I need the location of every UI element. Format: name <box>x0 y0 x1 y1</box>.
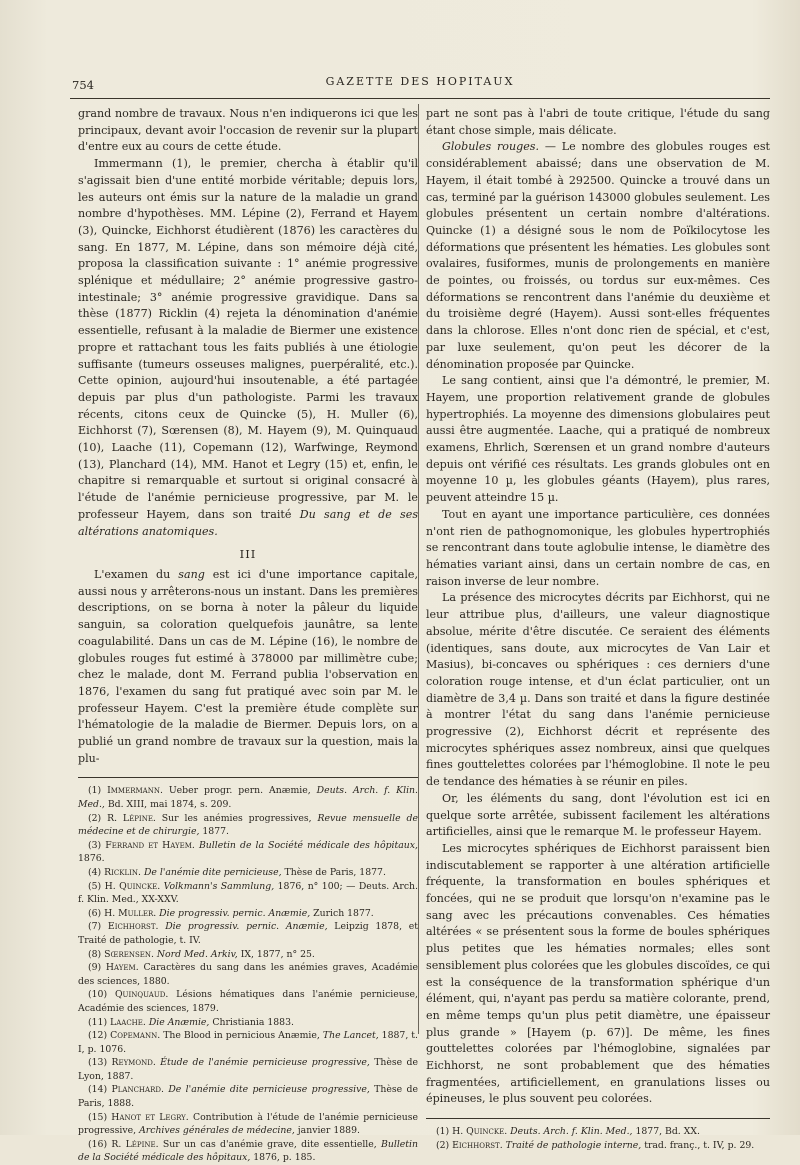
footnote-rest: Leipzig 1878, et Traité de pathologie, t. IV. <box>78 921 419 946</box>
footnote <box>78 948 418 962</box>
footnote-source: Die Anæmie, <box>148 1016 213 1028</box>
footnote-rest: 1877, Bd. XX. <box>635 1126 700 1138</box>
footnote-rest: Thèse de Paris, 1888. <box>78 1084 418 1110</box>
section-heading: III <box>239 547 257 562</box>
hayem-treatise-title: Du sang et de ses altérations anatomiques. <box>78 507 419 538</box>
footnote-author: (10) Quinquaud. <box>88 989 177 1001</box>
footnote-text: Contribution à l'étude de l'anémie pernicieuse progressive, <box>78 1111 418 1137</box>
footnote-author: (15) Hanot et Legry. <box>88 1111 193 1123</box>
left-blood-text-b: est ici d'une importance capitale, aussi nous y arrêterons-nous un instant. Dans les premières descriptions, on se borna à noter la pâleur du liquide sanguin, sa coloration quelquefois jaunâtre, sa lente coagulabilité. Dans un cas de M. Lépine (16), le nombre de globules rouges fut estimé à 378000 par millimètre cube; chez le malade, dont M. Ferrand publia l'observation en 1876, l'examen du sang fut pratiqué avec soin par M. le professeur Hayem. C'est la première étude complète sur l'hématologie de la maladie de Biermer. Depuis lors, on a publié un grand nombre de travaux sur la question, mais la plu- <box>78 567 419 765</box>
footnote-author: (11) Laache. <box>88 1016 149 1028</box>
footnote-source: Étude de l'anémie pernicieuse progressive, <box>160 1057 375 1069</box>
footnote <box>78 812 418 839</box>
footnote-rest: Christiania 1883. <box>212 1016 294 1028</box>
footnote-author: (6) H. Muller. <box>88 907 160 919</box>
footnote <box>426 1125 770 1139</box>
footnote <box>78 920 418 947</box>
footnote-rest: IX, 1877, n° 25. <box>240 948 315 960</box>
footnote <box>426 1139 770 1153</box>
footnote-text: Sur un cas d'anémie grave, dite essentielle, <box>162 1138 382 1150</box>
footnote <box>78 1138 418 1165</box>
footnote <box>78 866 418 880</box>
footnote-source: The Lancet, <box>322 1030 382 1042</box>
footnote-rest: 1887, t. I, p. 1076. <box>78 1030 418 1055</box>
hypertrophy-paragraph: Le sang contient, ainsi que l'a démontré, le premier, M. Hayem, une proportion relativement grande de globules hypertrophiés. La moyenne des dimensions globulaires peut aussi être augmentée. Laache, qui a pratiqué de nombreux examens, Ehrlich, Sœrensen et un grand nombre d'auteurs depuis ont vérifié ces résultats. Les grands globules ont en moyenne 10 µ, les globules géants (Hayem), plus rares, peuvent atteindre 15 µ. <box>426 374 770 505</box>
left-column <box>78 106 418 1165</box>
left-blood-emphasis: sang <box>178 567 205 581</box>
footnote <box>78 988 418 1015</box>
footnote-source: De l'anémie dite pernicieuse progressive, <box>168 1084 375 1096</box>
footnote-author: (1) H. Quincke. <box>436 1126 511 1138</box>
footnote <box>78 784 418 811</box>
footnote-author: (9) Hayem. <box>88 962 144 974</box>
left-history-paragraph <box>78 156 418 540</box>
footnote-rest: 1877. <box>202 826 230 838</box>
footnote-rest: Zurich 1877. <box>313 907 374 919</box>
footnote-author: (2) R. Lépine. <box>88 812 162 824</box>
footnote <box>78 907 418 921</box>
footnote-rule <box>78 777 418 778</box>
right-column <box>426 106 770 1152</box>
footnote-source: Nord Med. Arkiv, <box>156 948 241 960</box>
footnote <box>78 1111 418 1138</box>
footnote-author: (7) Eichhorst. <box>88 921 166 933</box>
footnote-source: Die progressiv. pernic. Anæmie, <box>159 907 314 919</box>
footnote-source: Bulletin de la Société médicale des hôpitaux, <box>78 1138 418 1164</box>
footnote-rest: 1876. <box>78 853 105 865</box>
footnote-source: Archives générales de médecine, <box>139 1125 298 1137</box>
footnote-author: (5) H. Quincke. <box>88 880 164 892</box>
page-number: 754 <box>72 78 94 92</box>
footnote-author: (1) Immermann. <box>88 785 169 797</box>
footnote-rest: 1876, n° 100; — Deuts. Arch. f. Klin. Med., XX-XXV. <box>78 880 418 906</box>
footnote-text: Sur les anémies progressives, <box>161 812 318 824</box>
footnote-text: Lésions hématiques dans l'anémie pernicieuse, Académie des sciences, 1879. <box>78 989 418 1014</box>
footnote-source: Bulletin de la Société médicale des hôpitaux, <box>198 839 418 851</box>
footnote-author: (13) Reymond. <box>88 1057 161 1069</box>
left-blood-text-a: L'examen du <box>94 567 171 581</box>
footnote-source: De l'anémie dite pernicieuse, <box>143 866 285 878</box>
footnote-text: The Blood in pernicious Anæmie, <box>163 1030 323 1042</box>
left-history-text: Immermann (1), le premier, chercha à établir qu'il s'agissait bien d'une entité morbide véritable; depuis lors, les auteurs ont émis sur la nature de la maladie un grand nombre d'hypothèses. MM. Lépine (2), Ferrand et Hayem (3), Quincke, Eichhorst étudièrent (1876) les caractères du sang. En 1877, M. Lépine, dans son mémoire déjà cité, proposa la classification suivante : 1° anémie progressive splénique et médullaire; 2° anémie progressive gastro-intestinale; 3° anémie progressive gravidique. Dans sa thèse (1877) Ricklin (4) rejeta la dénomination d'anémie essentielle, refusant à la maladie de Biermer une existence propre et rattachant tous les faits publiés à une étiologie suffisante (tumeurs osseuses malignes, puerpéralité, etc.). Cette opinion, aujourd'hui insoutenable, a été partagée depuis par plus d'un pathologiste. Parmi les travaux récents, citons ceux de Quincke (5), H. Muller (6), Eichhorst (7), Sœrensen (8), M. Hayem (9), M. Quinquaud (10), Laache (11), Copemann (12), Warfwinge, Reymond (13), Planchard (14), MM. Hanot et Legry (15) et, enfin, le chapitre si remarquable et surtout si original consacré à l'étude de l'anémie pernicieuse progressive, par M. le professeur Hayem, dans son traité <box>78 157 418 521</box>
footnote <box>78 1056 418 1083</box>
footnote-author: (2) Eichhorst. <box>436 1139 506 1151</box>
left-footnotes <box>78 784 418 1165</box>
left-intro-paragraph: grand nombre de travaux. Nous n'en indiquerons ici que les principaux, devant avoir l'occasion de revenir sur la plupart d'entre eux au cours de cette étude. <box>78 107 418 154</box>
globules-rouges-text: — Le nombre des globules rouges est considérablement abaissé; dans une observation de M. Hayem, il était tombé à 292500. Quincke a trouvé dans un cas, terminé par la guérison 143000 globules seulement. Les globules présentent un certain nombre d'altérations. Quincke (1) a désigné sous le nom de Poïkilocytose les déformations que présentent les hématies. Les globules sont ovalaires, fusiformes, munis de prolongements en manière de pointes, ou froissés, ou tordus sur eux-mêmes. Ces déformations se rencontrent dans l'anémie du deuxième et du troisième degré (Hayem). Aussi sont-elles fréquentes dans la chlorose. Elles n'ont donc rien de spécial, et c'est, par luxe seulement, qu'on peut les décorer de la dénomination proposée par Quincke. <box>426 140 771 371</box>
footnote <box>78 839 418 866</box>
footnote-source: Deuts. Arch. f. Klin. Med., <box>78 785 419 811</box>
page-header <box>70 72 770 99</box>
right-footnotes <box>426 1125 770 1152</box>
footnote-source: Traité de pathologie interne, <box>505 1139 645 1151</box>
footnote <box>78 1016 418 1030</box>
footnote-source: Revue mensuelle de médecine et de chirurgie, <box>78 812 418 838</box>
footnote <box>78 961 418 988</box>
spherical-microcytes-paragraph: Les microcytes sphériques de Eichhorst paraissent bien indiscutablement se rapporter à une altération artificielle fréquente, la transformation en boules sphériques et foncées, qui ne se produit que lorsqu'on n'examine pas le sang avec les précautions convenables. Ces hématies altérées « se présentent sous la forme de boules sphériques plus petites que les hématies normales; elles sont sensiblement plus colorées que les globules discoïdes, ce qui est la conséquence de la transformation sphérique d'un élément, qui, n'ayant pas perdu sa matière colorante, prend, en même temps qu'un plus petit diamètre, une épaisseur plus grande » [Hayem (p. 67)]. De même, les fines gouttelettes colorées par l'hémoglobine, signalées par Eichhorst, ne sont probablement que des hématies fragmentées, artificiellement, en granulations lisses ou épineuses, le plus souvent peu colorées. <box>426 841 770 1106</box>
footnote <box>78 880 418 907</box>
footnote-rest: Thèse de Lyon, 1887. <box>78 1057 418 1082</box>
footnote-author: (12) Copemann. <box>88 1030 164 1042</box>
footnote <box>78 1029 418 1056</box>
footnote-author: (3) Ferrand et Hayem. <box>88 839 199 851</box>
left-blood-paragraph <box>78 567 418 767</box>
right-continuation-paragraph: part ne sont pas à l'abri de toute critique, l'étude du sang étant chose simple, mais délicate. <box>426 107 770 137</box>
footnote-rest: 1876, p. 185. <box>253 1152 316 1164</box>
footnote-source: Deuts. Arch. f. Klin. Med., <box>510 1126 636 1138</box>
footnote-author: (16) R. Lépine. <box>88 1138 163 1150</box>
footnote-text: Ueber progr. pern. Anæmie, <box>168 785 317 797</box>
footnote-rest: Thèse de Paris, 1877. <box>284 866 386 878</box>
globules-rouges-lead: Globules rouges. <box>442 140 539 154</box>
footnote-author: (8) Sœrensen. <box>88 948 157 960</box>
footnote-rule <box>426 1118 770 1119</box>
footnote-rest: janvier 1889. <box>297 1125 360 1137</box>
footnote-rest: Bd. XIII, mai 1874, s. 209. <box>107 799 232 811</box>
footnote <box>78 1083 418 1110</box>
footnote-author: (4) Ricklin. <box>88 866 144 878</box>
column-divider <box>418 104 419 1034</box>
footnote-source: Die progressiv. pernic. Anæmie, <box>165 921 335 933</box>
microcytes-paragraph: La présence des microcytes décrits par Eichhorst, qui ne leur attribue plus, d'ailleurs, une valeur diagnostique absolue, mérite d'être discutée. Ce seraient des éléments (identiques, sans doute, aux microcytes de Van Lair et Masius), bi-concaves ou sphériques : ces derniers d'une coloration rouge intense, et d'un éclat particulier, ont un diamètre de 3,4 µ. Dans son traité et dans la figure destinée à montrer l'état du sang dans l'anémie pernicieuse progressive (2), Eichhorst décrit et représente des microcytes sphériques assez nombreux, ainsi que quelques fines gouttelettes colorées par l'hémoglobine. Il note le peu de tendance des hématies à se réunir en piles. <box>426 591 770 789</box>
pathognomonic-paragraph: Tout en ayant une importance particulière, ces données n'ont rien de pathognomonique, les globules hypertrophiés se rencontrant dans toute aglobulie intense, le diamètre des hématies variant ainsi, dans un certain nombre de cas, en raison inverse de leur nombre. <box>426 507 770 588</box>
footnote-source: Volkmann's Sammlung, <box>163 880 278 892</box>
alterations-paragraph: Or, les éléments du sang, dont l'évolution est ici en quelque sorte arrêtée, subissent facilement les altérations artificielles, ainsi que le remarque M. le professeur Hayem. <box>426 791 770 839</box>
footnote-rest: trad. franç., t. IV, p. 29. <box>644 1139 755 1151</box>
footnote-text: Caractères du sang dans les anémies graves, Académie des sciences, 1880. <box>78 962 419 987</box>
running-title: GAZETTE DES HOPITAUX <box>325 75 515 88</box>
globules-rouges-paragraph <box>426 139 770 373</box>
footnote-author: (14) Planchard. <box>88 1084 169 1096</box>
